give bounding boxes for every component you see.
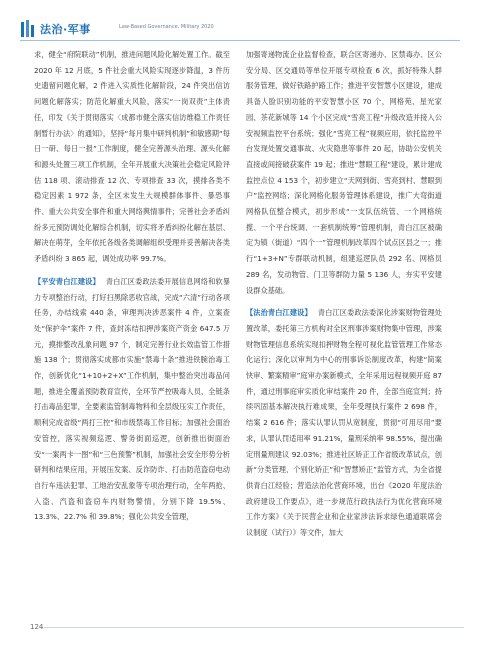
page-header	[20, 19, 460, 41]
safety-section-paragraph	[34, 274, 230, 525]
section-subtitle: Law-Based Governance, Military 2020	[119, 24, 214, 30]
chapter-logo-icon	[20, 19, 38, 39]
safety-section-text: 青白江区委政法委开展信息网络和软暴力专项整治行动，打好扫黑除恶收官战，完成“六清”行动各项任务，办结线索 440 条，审理判决涉恶案件 4 件，立案查处“保护伞”案件 7 件，查封冻结扣押涉案资产资金 647.5 万元，摸排整改乱象问题 97 个，制定完善行业长效监管工作措施 138 个；贯彻落实成都市实施“禁毒十条”推进铁腕治毒工作，创新优化“1+10+2+X”工作机制，集中整治突出毒品问题，推进全覆盖预防教育宣传，全环节严控吸毒人员、全链条打击毒品犯罪，全要素监管制毒物料和全层级压实工作责任，顺利完成省级“两打三控”和市级禁毒工作目标；加强社会面治安管控，落实视频巡逻、警务街面巡逻，创新推出街面治安“一案两卡一图”和“三色预警”机制，加强社会安全形势分析研判和结果应用，开展压发案、反诈防诈、打击防范盗窃电动自行车违法犯罪、工地治安乱象等专项治理行动，全年两抢、入盗、汽盗和盗窃车内财物警情，分别下降 19.5%、13.3%、22.7% 和 39.8%；强化公共安全管理，	[34, 276, 230, 522]
left-column	[34, 47, 230, 525]
safety-section-tag: 【平安青白江建设】	[34, 276, 100, 286]
rule-of-law-section-paragraph	[246, 305, 442, 541]
header-divider	[20, 40, 460, 41]
footer-divider	[44, 627, 464, 628]
rule-of-law-section-tag: 【法治青白江建设】	[246, 308, 312, 318]
section-title: 法治·军事	[40, 23, 91, 36]
left-continuation-paragraph: 求，健全“府院联动”机制，推进问题风险化解处置工作。截至 2020 年 12 月底，5 件社会重大风险实现逐步降温，3 件历史遗留问题化解，2 件进入实质性化解阶段，24 件突出信访问题化解落实；防范化解重大风险，落实“一岗双责”主体责任，印发《关于贯彻落实〈成都市健全落实信访维稳工作责任制暂行办法〉的通知》，坚持“每月集中研判机制”和敏感期“每日一研、每日一报”工作制度，健全完善源头治理、源头化解和源头处置三项工作机制，全年开展重大决策社会稳定风险评估 118 项、滚动排查 12 次、专项排查 33 次，摸排各类不稳定因素 1 972 条，全区未发生大规模群体事件、暴恐事件、重大公共安全事件和重大网络舆情事件；完善社会矛盾纠纷多元预防调处化解综合机制，切实将矛盾纠纷化解在基层、解决在萌芽，全年依托各级各类调解组织受理并妥善解决各类矛盾纠纷 3 865 起，调处成功率 99.7%。	[34, 50, 230, 264]
right-column	[246, 47, 442, 541]
rule-of-law-section-text: 青白江区委政法委深化涉案财物管理处置改革，委托第三方机构对全区刑事涉案财物集中管理，涉案财物管理信息系统实现扣押财物全程可视化监管管理工作常态化运行；深化以审判为中心的刑事诉讼制度改革，构建“简案快审、繁案精审”庭审办案新模式，全年采用远程视频开庭 87 件，通过刑事庭审实质化审结案件 20 件，全部当庭宣判；持续巩固基本解决执行难成果，全年受理执行案件 2 698 件，结案 2 616 件；落实认罪认罚从宽制度，贯彻“可用尽用”要求，认罪认罚适用率 91.21%，量刑采纳率 98.55%，提出确定刑量刑建议 92.03%；推进社区矫正工作省级改革试点，创新“分类管理、个别化矫正”和“智慧矫正”监管方式，为全省提供青白江经验；营造法治化营商环境，出台《2020 年度法治政府建设工作要点》，进一步规范行政执法行为优化营商环境工作方案》《关于民营企业和企业家涉法诉求绿色通道联席会议制度（试行）》等文件，加大	[246, 308, 442, 538]
page-number: 124	[30, 623, 44, 631]
right-continuation-paragraph: 加强寄递物流企业监督检查，联合区寄递办、区禁毒办、区公安分局、区交通局等单位开展专项检查 6 次，抓好特殊人群服务管理，做好铁路护路工作；推进平安智慧小区建设，建成具备人脸识别功能的平安智慧小区 70 个，网格苑、星光家园、茶花新城等 14 个小区完成“雪亮工程”升级改造并接入公安视频监控平台系统；强化“雪亮工程”视频应用，依托监控平台发现处置交通事故、火灾隐患等事件 20 起，协助公安机关直接或间接破获案件 19 起；推进“慧眼工程”建设，累计建成监控点位 4 153 个，初步建立“天网到街、雪亮到村、慧眼到户”监控网络；深化网格化服务管理体系建设，推广大弯街道网格队伍整合模式，初步形成“一支队伍统管、一个网格统揽、一个平台统调、一套机制统筹”管理机制，青白江区被确定为镇（街道）“四个一”管理机制改革四个试点区县之一；推行“1+3+N”专群联动机制，组建巡逻队员 292 名、网格员 289 名，发动物管、门卫等群防力量 5 136 人，夯实平安建设群众基础。	[246, 50, 442, 295]
